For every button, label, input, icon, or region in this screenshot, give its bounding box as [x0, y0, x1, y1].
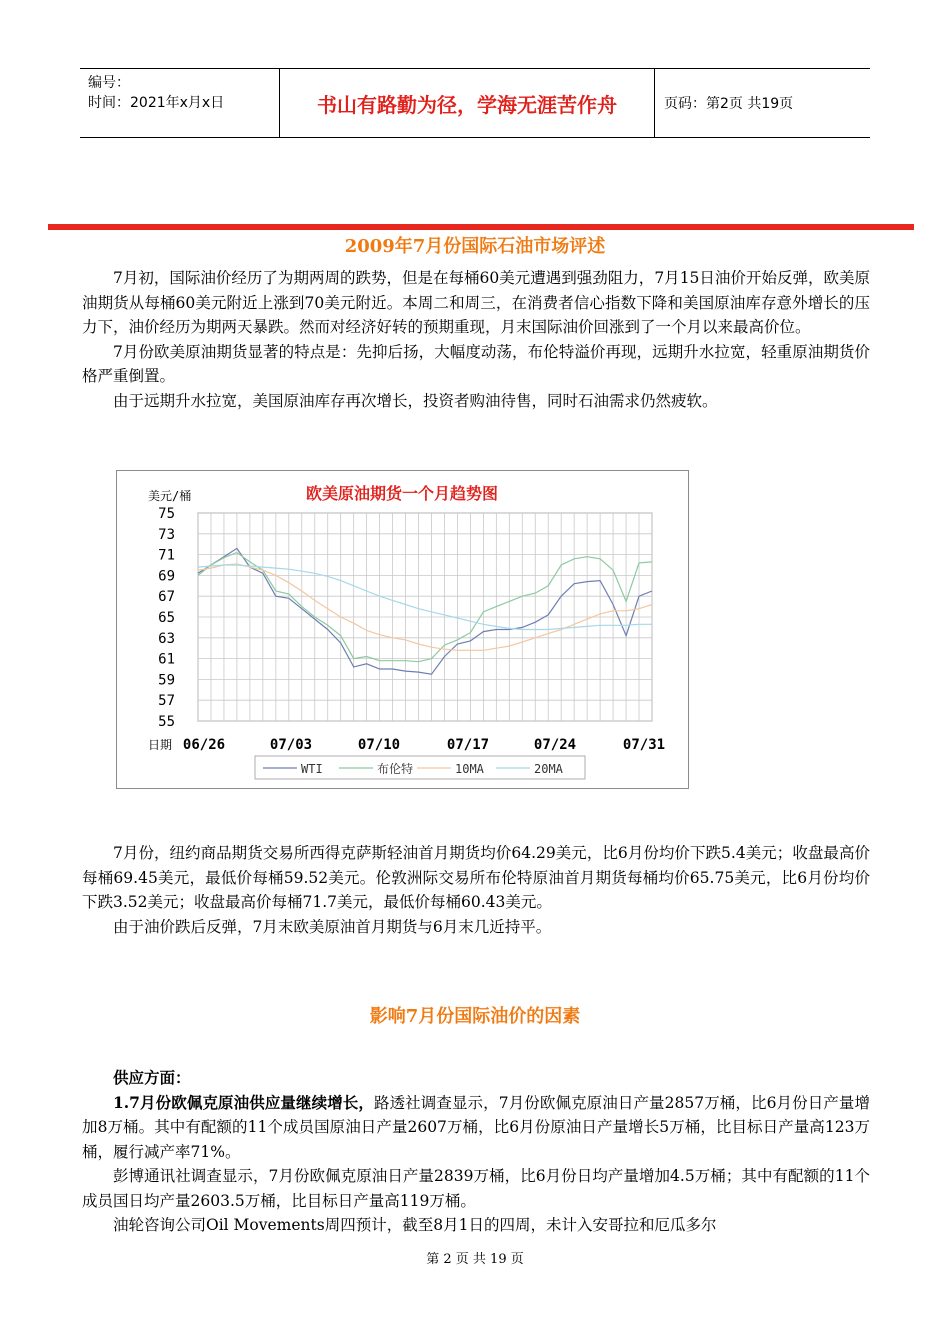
x-tick-label: 06/26	[182, 737, 226, 753]
legend-label: WTI	[301, 762, 323, 776]
x-axis-label: 日期	[148, 738, 173, 752]
y-tick-label: 67	[158, 589, 175, 606]
header-motto: 书山有路勤为径，学海无涯苦作舟	[280, 69, 655, 137]
section-body	[82, 266, 870, 413]
y-tick-label: 73	[158, 526, 175, 543]
page-footer: 第 2 页 共 19 页	[426, 1252, 524, 1267]
red-divider	[48, 224, 914, 230]
legend-label: 20MA	[534, 762, 563, 776]
paragraph	[82, 1091, 870, 1165]
paragraph: 7月初，国际油价经历了为期两周的跌势，但是在每桶60美元遭遇到强劲阻力，7月15日油价开始反弹，欧美原油期货从每桶60美元附近上涨到70美元附近。本周二和周三，在消费者信心指数下降和美国原油库存意外增长的压力下，油价经历为期两天暴跌。然而对经济好转的预期重现，月末国际油价回涨到了一个月以来最高价位。	[82, 269, 870, 336]
x-tick-label: 07/24	[533, 737, 577, 753]
section-body-2	[82, 841, 870, 939]
paragraph: 由于油价跌后反弹，7月末欧美原油首月期货与6月末几近持平。	[113, 917, 552, 936]
header-meta	[80, 69, 280, 137]
chart-title: 欧美原油期货一个月趋势图	[305, 484, 499, 503]
item-text: 路透社调查显示，7月份欧佩克原油日产量2857万桶，比6月份日产量增加8万桶。其中有配额的11个成员国原油日产量2607万桶，比6月份原油日产量增长5万桶，比目标日产量高123万桶，履行减产率71%。	[82, 1093, 870, 1161]
section-title-2: 影响7月份国际油价的因素	[369, 1006, 581, 1027]
time-label: 时间：2021年x月x日	[88, 95, 225, 111]
chart-svg	[117, 471, 688, 788]
legend-label: 10MA	[455, 762, 484, 776]
paragraph: 7月份欧美原油期货显著的特点是：先抑后扬，大幅度动荡，布伦特溢价再现，远期升水拉宽，轻重原油期货价格严重倒置。	[82, 342, 870, 385]
y-tick-label: 59	[158, 672, 175, 689]
price-trend-chart	[116, 470, 689, 789]
y-tick-label: 69	[158, 568, 175, 585]
y-tick-label: 57	[158, 693, 175, 710]
series-line-10MA	[198, 564, 652, 650]
x-tick-label: 07/17	[446, 737, 490, 753]
header-page-info: 页码：第2页 共19页	[664, 96, 794, 112]
section-body-3	[82, 1066, 870, 1238]
y-tick-label: 55	[158, 714, 175, 730]
number-label: 编号：	[88, 75, 130, 91]
y-tick-label: 75	[158, 506, 175, 522]
y-tick-label: 65	[158, 610, 175, 626]
y-tick-label: 63	[158, 630, 175, 647]
x-tick-label: 07/31	[622, 737, 666, 753]
x-tick-label: 07/10	[357, 737, 401, 753]
legend-label: 布伦特	[377, 762, 414, 776]
supply-heading: 供应方面：	[113, 1068, 191, 1087]
y-tick-label: 71	[158, 547, 175, 564]
paragraph: 由于远期升水拉宽，美国原油库存再次增长，投资者购油待售，同时石油需求仍然疲软。	[113, 391, 718, 410]
item-heading: 1.7月份欧佩克原油供应量继续增长，	[113, 1092, 374, 1112]
paragraph: 彭博通讯社调查显示，7月份欧佩克原油日产量2839万桶，比6月份日均产量增加4.5万桶；其中有配额的11个成员国日均产量2603.5万桶，比目标日产量高119万桶。	[82, 1167, 870, 1210]
section-title: 2009年7月份国际石油市场评述	[344, 236, 606, 257]
y-tick-label: 61	[158, 651, 175, 668]
page-header	[80, 68, 870, 138]
y-axis-label: 美元/桶	[148, 489, 192, 503]
paragraph: 油轮咨询公司Oil Movements周四预计，截至8月1日的四周，未计入安哥拉和厄瓜多尔	[113, 1216, 717, 1234]
paragraph: 7月份，纽约商品期货交易所西得克萨斯轻油首月期货均价64.29美元，比6月份均价下跌5.4美元；收盘最高价每桶69.45美元，最低价每桶59.52美元。伦敦洲际交易所布伦特原油首月期货每桶均价65.75美元，比6月份均价下跌3.52美元；收盘最高价每桶71.7美元，最低价每桶60.43美元。	[82, 844, 870, 911]
x-tick-label: 07/03	[269, 737, 313, 753]
